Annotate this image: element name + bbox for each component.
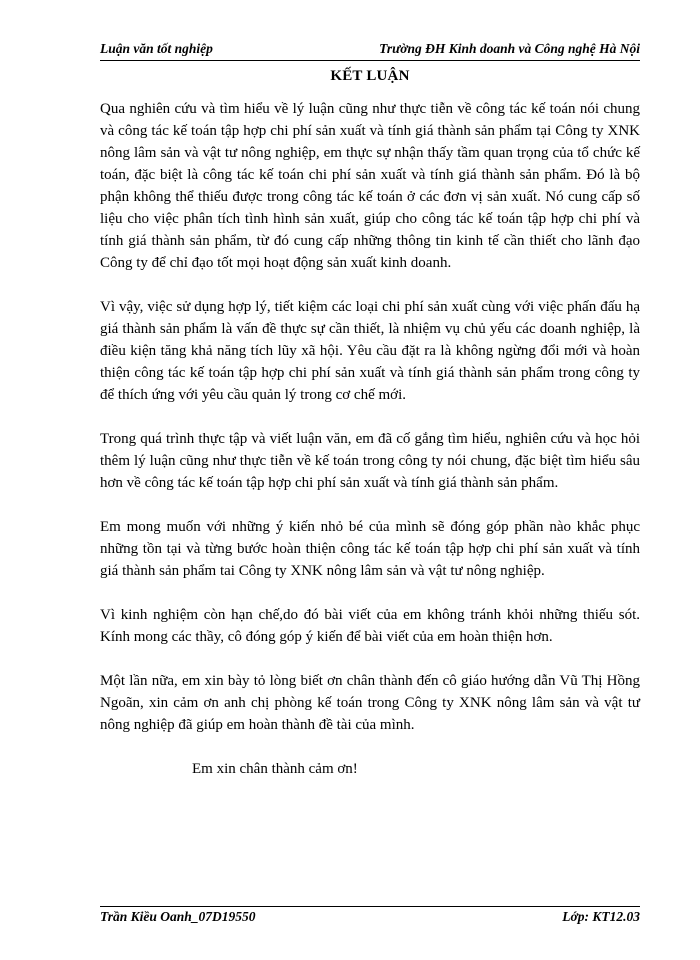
paragraph-6: Một lần nữa, em xin bày tỏ lòng biết ơn chân thành đến cô giáo hướng dẫn Vũ Thị Hồng Ngoãn, xin cảm ơn anh chị phòng kế toán trong Công ty XNK nông lâm sản và vật tư nông nghiệp đã giúp em hoàn thành đề tài của mình. [100, 673, 640, 733]
page-footer [100, 906, 640, 927]
header-document-type: Luận văn tốt nghiệp [100, 41, 213, 56]
page-title: KẾT LUẬN [330, 68, 410, 84]
document-body [100, 98, 640, 802]
paragraph-3: Trong quá trình thực tập và viết luận văn, em đã cố gắng tìm hiểu, nghiên cứu và học hỏi thêm lý luận cũng như thực tiễn về kế toán trong công ty nói chung, đặc biệt tìm hiểu sâu hơn về công tác kế toán tập hợp chi phí sản xuất và tính giá thành sản phẩm. [100, 431, 640, 491]
closing-line: Em xin chân thành cảm ơn! [192, 761, 358, 777]
header-university-name: Trường ĐH Kinh doanh và Công nghệ Hà Nội [379, 41, 640, 56]
paragraph-4: Em mong muốn với những ý kiến nhỏ bé của mình sẽ đóng góp phần nào khắc phục những tồn tại và từng bước hoàn thiện công tác kế toán tập hợp chi phí sản xuất và tính giá thành sản phẩm tai Công ty XNK nông lâm sản và vật tư nông nghiệp. [100, 519, 640, 579]
paragraph-1: Qua nghiên cứu và tìm hiểu về lý luận cũng như thực tiễn về công tác kế toán nói chung và công tác kế toán tập hợp chi phí sản xuất và tính giá thành sản phẩm tại Công ty XNK nông lâm sản và vật tư nông nghiệp, em thực sự nhận thấy tầm quan trọng của tổ chức kế toán, đặc biệt là công tác kế toán chi phí sản xuất và tính giá thành sản phẩm. Đó là bộ phận không thể thiếu được trong công tác kế toán ở các đơn vị sản xuất. Nó cung cấp số liệu cho việc phân tích tình hình sản xuất, giúp cho công tác kế toán tập hợp chi phí và tính giá thành sản phẩm, từ đó cung cấp những thông tin kinh tế cần thiết cho lãnh đạo Công ty để chỉ đạo tốt mọi hoạt động sản xuất kinh doanh. [100, 101, 640, 271]
paragraph-2: Vì vậy, việc sử dụng hợp lý, tiết kiệm các loại chi phí sản xuất cùng với việc phấn đấu hạ giá thành sản phẩm là vấn đề thực sự cần thiết, là nhiệm vụ chủ yếu các doanh nghiệp, là điều kiện tăng khả năng tích lũy xã hội. Yêu cầu đặt ra là không ngừng đổi mới và hoàn thiện công tác kế toán tập hợp chi phí sản xuất và tính giá thành sản phẩm trong công ty để thích ứng với yêu cầu quản lý trong cơ chế mới. [100, 299, 640, 403]
footer-class: Lớp: KT12.03 [562, 909, 640, 924]
footer-author: Trần Kiều Oanh_07D19550 [100, 909, 256, 924]
page-header [100, 40, 640, 61]
paragraph-5: Vì kinh nghiệm còn hạn chế,do đó bài viết của em không tránh khỏi những thiếu sót. Kính mong các thầy, cô đóng góp ý kiến để bài viết của em hoàn thiện hơn. [100, 607, 640, 645]
